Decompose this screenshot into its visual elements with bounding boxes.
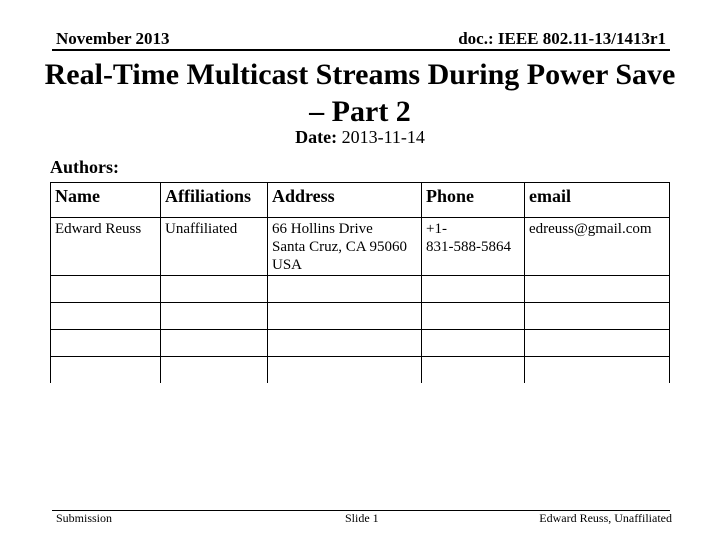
table-row (51, 357, 670, 384)
column-header-email: email (525, 183, 670, 218)
footer-author: Edward Reuss, Unaffiliated (539, 511, 672, 525)
table-row (51, 218, 670, 276)
table-row (51, 303, 670, 330)
cell-affiliation: Unaffiliated (161, 218, 268, 276)
table-row (51, 330, 670, 357)
cell-name: Edward Reuss (51, 218, 161, 276)
footer-submission: Submission (56, 511, 113, 525)
slide-title-line-2: – Part 2 (309, 95, 411, 128)
address-line-2: Santa Cruz, CA 95060 (272, 239, 407, 255)
column-header-affiliations: Affiliations (161, 183, 268, 218)
cell-address (268, 218, 422, 276)
slide-title-line-1: Real-Time Multicast Streams During Power Save (44, 58, 676, 91)
header-doc-id: doc.: IEEE 802.11-13/1413r1 (458, 29, 666, 48)
table-row (51, 276, 670, 303)
address-line-3: USA (272, 257, 303, 273)
cell-email: edreuss@gmail.com (525, 218, 670, 276)
column-header-name: Name (51, 183, 161, 218)
phone-line-1: +1- (426, 221, 447, 237)
authors-table (50, 182, 670, 383)
header-date: November 2013 (56, 29, 170, 48)
date-line (0, 127, 720, 148)
slide-title (10, 56, 710, 130)
phone-line-2: 831-588-5864 (426, 239, 511, 255)
cell-phone (422, 218, 525, 276)
authors-label: Authors: (50, 157, 120, 177)
date-label: Date: (295, 127, 338, 147)
table-header-row (51, 183, 670, 218)
address-line-1: 66 Hollins Drive (272, 221, 373, 237)
column-header-address: Address (268, 183, 422, 218)
footer-slide-number: Slide 1 (345, 511, 379, 525)
column-header-phone: Phone (422, 183, 525, 218)
header-rule (52, 49, 670, 51)
date-value: 2013-11-14 (341, 127, 425, 147)
